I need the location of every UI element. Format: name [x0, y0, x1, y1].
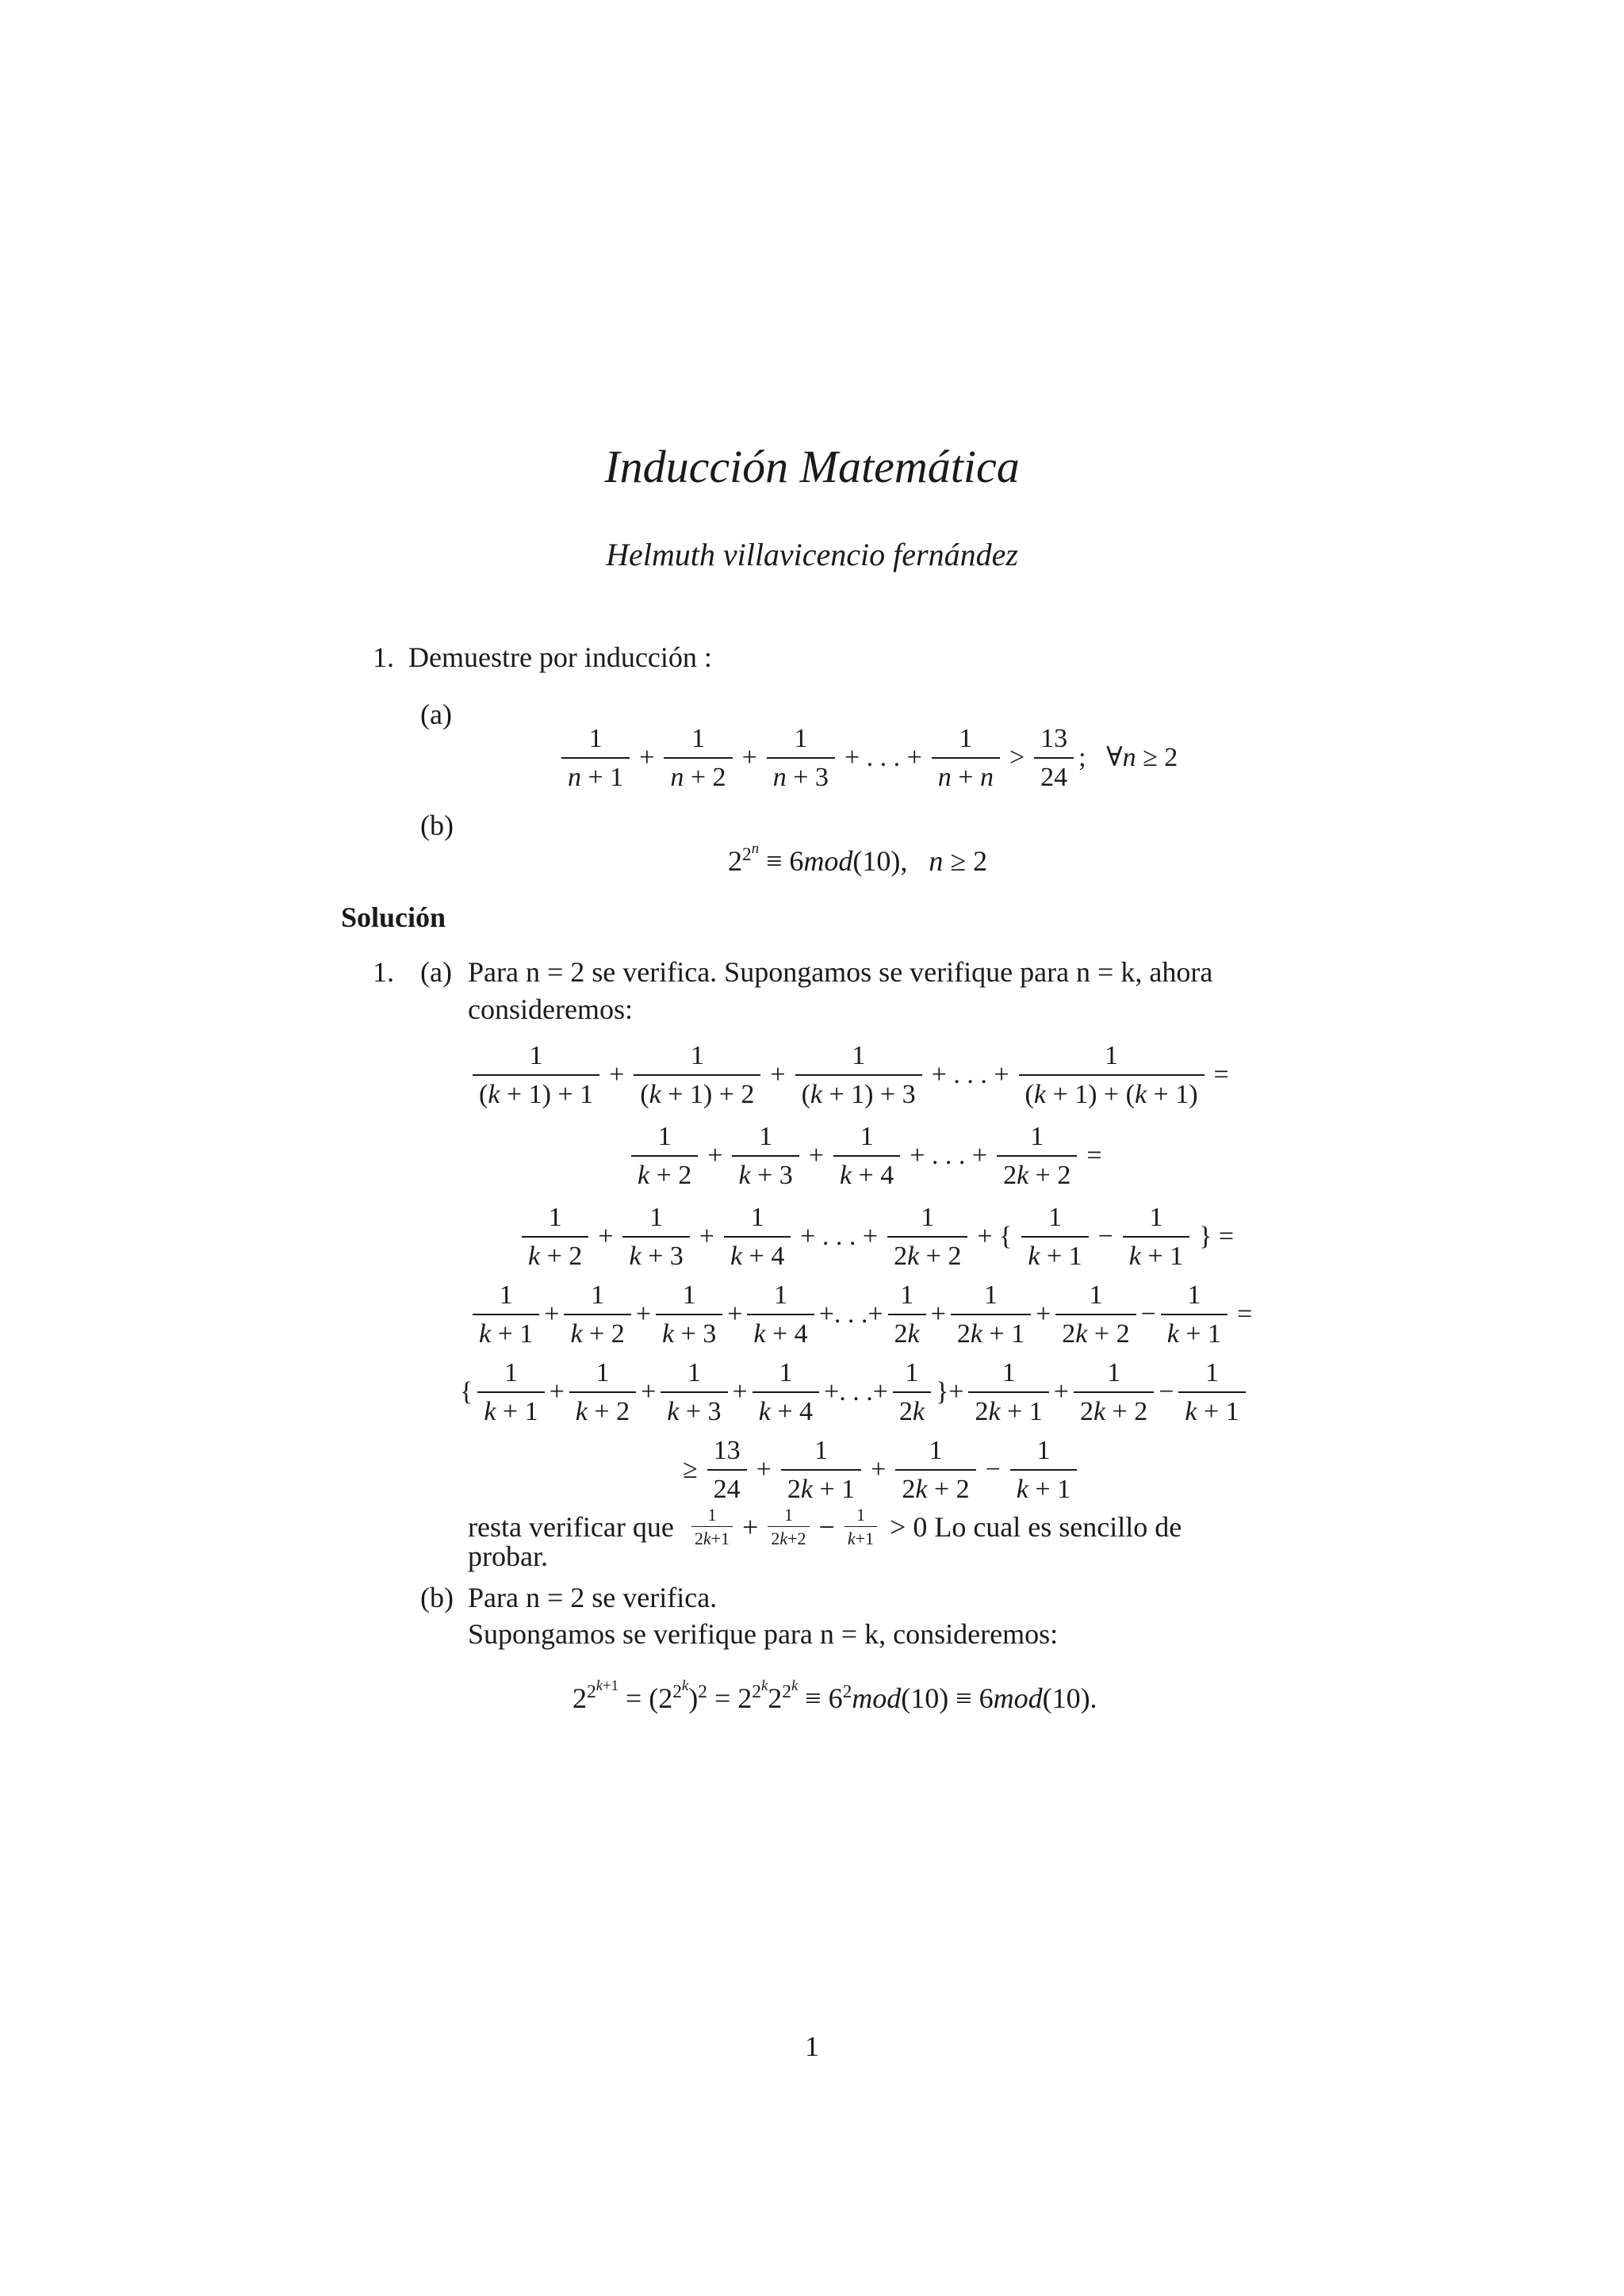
equation-part-b-solution: $2^{2^{k+1}} = (2^{2^k})^2 = 2^{2^k}2^{2^k} \equiv 6^2mod(10) \equiv 6mod(10)$. [573, 1678, 1097, 1714]
solution-part-a-text-line2: consideremos: [468, 993, 633, 1025]
solution-number: 1. [373, 956, 394, 988]
solution-part-a-label: (a) [420, 956, 452, 988]
derivation-line-5: { $\frac{1}{k + 1}$ + $\frac{1}{k + 2}$ + $\frac{1}{k + 3}$ + $\frac{1}{k + 4}$ +. . .+ $\frac{1}{2k}$ }+ $\frac{1}{2k + 1}$ + $\frac{1}{2k + 2}$ − $\frac{1}{k + 1}$ [460, 1357, 1251, 1427]
derivation-line-2: $\frac{1}{k + 2}$ + $\frac{1}{k + 3}$ + $\frac{1}{k + 4}$ + . . . + $\frac{1}{2k + 2}$ = [626, 1121, 1107, 1191]
solution-part-b-text-line2: Supongamos se verifique para n = k, consideremos: [468, 1618, 1059, 1650]
problem-part-b-label: (b) [420, 809, 454, 841]
derivation-line-3: $\frac{1}{k + 2}$ + $\frac{1}{k + 3}$ + $\frac{1}{k + 4}$ + . . . + $\frac{1}{2k + 2}$ + { $\frac{1}{k + 1}$ − $\frac{1}{k + 1}$ } = [517, 1202, 1239, 1272]
problem-part-a-label: (a) [420, 698, 452, 730]
problem-statement: Demuestre por inducción : [408, 641, 712, 673]
document-author: Helmuth villavicencio fernández [606, 537, 1018, 572]
equation-part-a: $\frac{1}{n + 1}$ + $\frac{1}{n + 2}$ + $\frac{1}{n + 3}$ + . . . + $\frac{1}{n + n}$ > $\frac{13}{24}$ ; ∀n ≥ 2 [557, 723, 1178, 793]
derivation-line-1: $\frac{1}{(k + 1) + 1}$ + $\frac{1}{(k + 1) + 2}$ + $\frac{1}{(k + 1) + 3}$ + . . . + $\frac{1}{(k + 1) + (k + 1)}$ = [468, 1040, 1234, 1110]
solution-part-a-text-line1: Para n = 2 se verifica. Supongamos se verifique para n = k, ahora [468, 956, 1213, 988]
solution-heading: Solución [341, 901, 446, 933]
solution-part-b-label: (b) [420, 1582, 454, 1613]
derivation-line-6: ≥ $\frac{13}{24}$ + $\frac{1}{2k + 1}$ + $\frac{1}{2k + 2}$ − $\frac{1}{k + 1}$ [678, 1435, 1082, 1505]
equation-part-b: $2^{2^n} \equiv 6mod(10)$, n ≥ 2 [728, 840, 988, 877]
solution-part-b-text-line1: Para n = 2 se verifica. [468, 1582, 718, 1613]
derivation-line-4: $\frac{1}{k + 1}$ + $\frac{1}{k + 2}$ + $\frac{1}{k + 3}$ + $\frac{1}{k + 4}$ +. . .+ $\frac{1}{2k}$ + $\frac{1}{2k + 1}$ + $\frac{1}{2k + 2}$ − $\frac{1}{k + 1}$ = [468, 1280, 1257, 1349]
document-title: Inducción Matemática [604, 441, 1020, 492]
closing-suffix: > 0 Lo cual es sencillo de [890, 1510, 1182, 1543]
page-number: 1 [805, 2030, 819, 2062]
problem-number: 1. [373, 641, 394, 673]
solution-part-a-closing: resta verificar que $\frac{1}{2k+1}$ + $\frac{1}{2k+2}$ − $\frac{1}{k+1}$ > 0 Lo cual es sencillo de [468, 1505, 1182, 1549]
solution-part-a-closing-line2: probar. [468, 1540, 548, 1572]
closing-prefix: resta verificar que [468, 1510, 674, 1543]
